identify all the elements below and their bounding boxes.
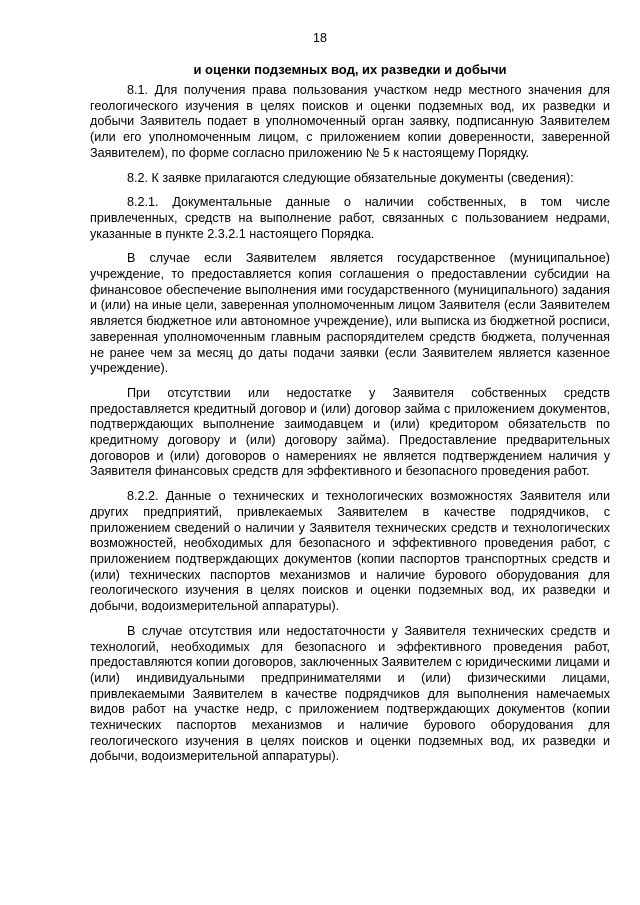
paragraph-8-2: 8.2. К заявке прилагаются следующие обязательные документы (сведения): xyxy=(127,170,574,185)
section-heading: и оценки подземных вод, их разведки и добычи xyxy=(193,62,507,77)
paragraph-insufficient-equipment: В случае отсутствия или недостаточности у Заявителя технических средств и технологий, необходимых для безопасного и эффективного проведения работ, предоставляются копии договоров, заключенных Заявителем с юридическими лицами и (или) индивидуальными предпринимателями и (или) физическими лицами, привлекаемыми Заявителем в качестве подрядчиков для выполнения намечаемых видов работ на участке недр, с приложением подтверждающих документов (копии технических паспортов механизмов и наличие бурового оборудования для геологического изучения в целях поисков и оценки подземных вод, их разведки и добычи, водоизмерительной аппаратуры). xyxy=(90,623,610,764)
paragraph-insufficient-funds: При отсутствии или недостатке у Заявителя собственных средств предоставляется кредитный договор и (или) договор займа с приложением документов, подтверждающих выполнение заимодавцем и (или) кредитором обязательств по кредитному договору и (или) договору займа). Предоставление предварительных договоров и (или) договоров о намерениях не является подтверждением наличия у Заявителя финансовых средств для эффективного и безопасного проведения работ. xyxy=(90,385,610,479)
paragraph-state-institution: В случае если Заявителем является государственное (муниципальное) учреждение, то предоставляется копия соглашения о предоставлении субсидии на финансовое обеспечение выполнения ими государственного (муниципального) задания и (или) на иные цели, заверенная уполномоченным лицом Заявителя (если Заявителем является бюджетное или автономное учреждение), или выписка из бюджетной росписи, заверенная уполномоченным главным распорядителем средств бюджета, полученная не ранее чем за месяц до даты подачи заявки (если Заявителем является казенное учреждение). xyxy=(90,251,610,376)
document-body xyxy=(90,83,610,774)
page-number: 18 xyxy=(313,31,327,45)
paragraph-8-2-1: 8.2.1. Документальные данные о наличии собственных, в том числе привлеченных, средств на выполнение работ, связанных с пользованием недрами, указанные в пункте 2.3.2.1 настоящего Порядка. xyxy=(90,195,610,241)
paragraph-8-2-2: 8.2.2. Данные о технических и технологических возможностях Заявителя или других предприятий, привлекаемых Заявителем в качестве подрядчиков, с приложением сведений о наличии у Заявителя технических средств и технологических возможностей, необходимых для безопасного и эффективного проведения работ, с приложением подтверждающих документов (копии паспортов транспортных средств и (или) технических паспортов механизмов и наличие бурового оборудования для геологического изучения в целях поисков и оценки подземных вод, их разведки и добычи, водоизмерительной аппаратуры). xyxy=(90,489,610,614)
paragraph-8-1: 8.1. Для получения права пользования участком недр местного значения для геологического изучения в целях поисков и оценки подземных вод, их разведки и добычи Заявитель подает в уполномоченный орган заявку, подписанную Заявителем (или его уполномоченным лицом, с приложением копии доверенности, заверенной Заявителем), по форме согласно приложению № 5 к настоящему Порядку. xyxy=(90,83,610,160)
